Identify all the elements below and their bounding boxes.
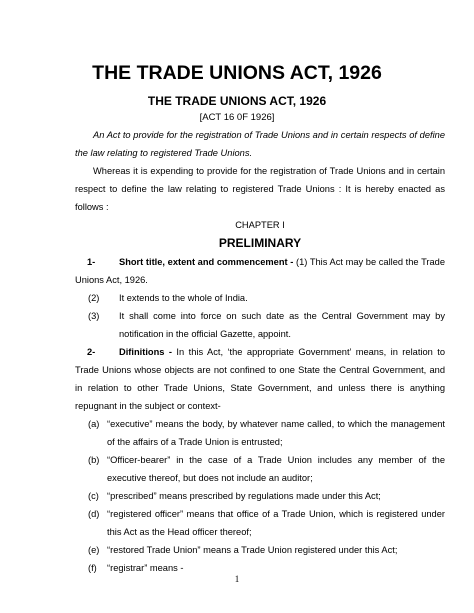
subsection-text: It shall come into force on such date as the Central Government may by notification in the official Gazette, appoint. [119,311,445,339]
preamble: An Act to provide for the registration of Trade Unions and in certain respects of define the law relating to registered Trade Unions. [75,130,445,158]
definition-clause [75,451,445,487]
subsection-number: (2) [88,293,100,303]
clause-text: “restored Trade Union” means a Trade Union registered under this Act; [107,545,398,555]
clause-text: “registrar” means - [107,563,184,573]
subsection-number: (3) [88,311,100,321]
document-title: THE TRADE UNIONS ACT, 1926 [92,62,382,84]
document-subtitle: THE TRADE UNIONS ACT, 1926 [147,94,327,108]
act-number: [ACT 16 0F 1926] [199,112,275,123]
definition-clause [75,541,445,559]
subsection [75,307,445,343]
clause-text: “prescribed” means prescribed by regulations made under this Act; [107,491,381,501]
section-text: (1) This Act may be called the Trade Unions Act, 1926. [75,257,446,285]
section-number: 1- [87,257,96,267]
document-body [75,126,445,577]
subsection [75,289,445,307]
whereas-clause: Whereas it is expending to provide for the registration of Trade Unions and in certain respect to define the law relating to registered Trade Unions : It is hereby enacted as follows : [75,166,445,212]
section-heading: Difinitions - [119,347,172,357]
chapter-heading: CHAPTER I [235,220,285,230]
section-heading: Short title, extent and commencement - [119,257,294,267]
clause-number: (c) [88,491,99,501]
subsection-text: It extends to the whole of India. [119,293,248,303]
section-1 [75,253,445,289]
section-text: In this Act, ‘the appropriate Government’ means, in relation to Trade Unions whose objects are not confined to one State the Central Government, and in relation to other Trade Unions, State Government, and unless there is anything repugnant in the subject or context- [75,347,445,411]
clause-text: “registered officer” means that office of a Trade Union, which is registered under this Act as the Head officer thereof; [107,509,445,537]
clause-number: (f) [88,563,97,573]
definition-clause [75,415,445,451]
clause-text: “Officer-bearer” in the case of a Trade Union includes any member of the executive thereof, but does not include an auditor; [107,455,445,483]
clause-number: (e) [88,545,100,555]
chapter-title: PRELIMINARY [218,236,302,250]
section-number: 2- [87,347,96,357]
clause-text: “executive” means the body, by whatever name called, to which the management of the affairs of a Trade Union is entrusted; [107,419,445,447]
clause-number: (b) [88,455,100,465]
clause-number: (d) [88,509,100,519]
section-2 [75,343,445,415]
definition-clause [75,505,445,541]
page-number: 1 [234,574,240,584]
definition-clause [75,487,445,505]
clause-number: (a) [88,419,100,429]
